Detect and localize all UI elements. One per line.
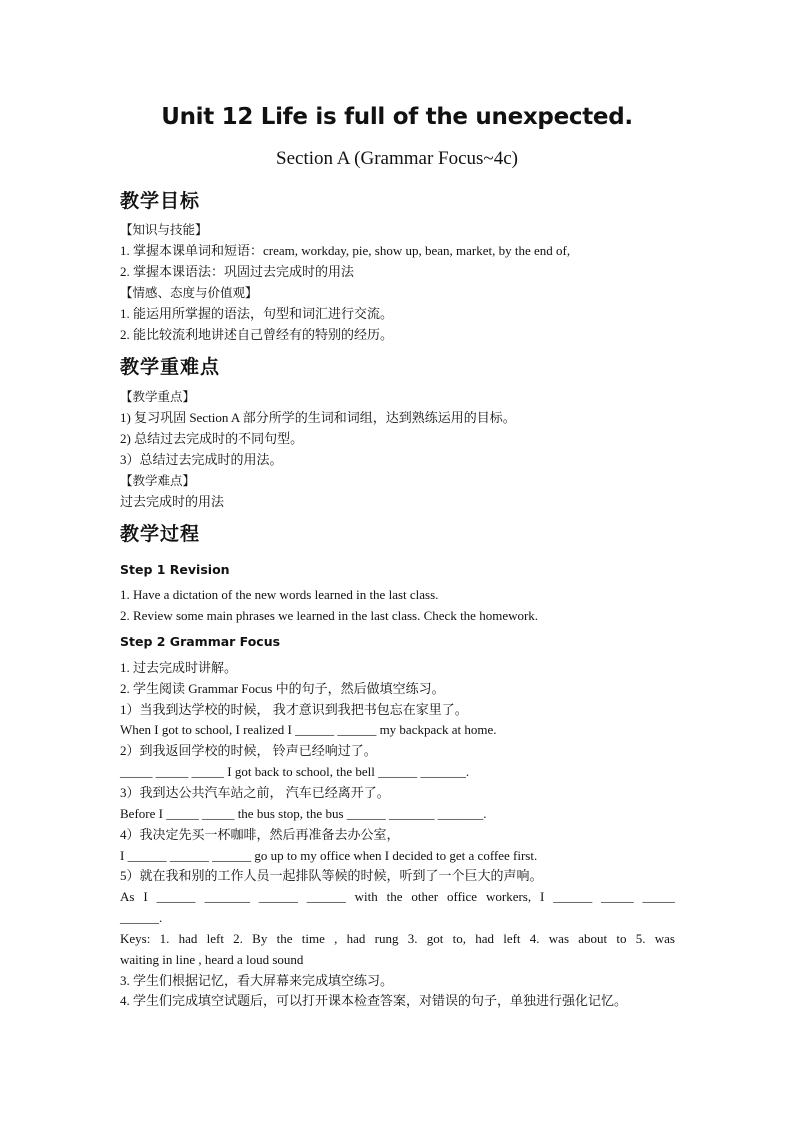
subheading-key-focus: 【教学重点】 xyxy=(120,389,196,404)
subheading-attitude-values: 【情感、态度与价值观】 xyxy=(120,285,258,300)
goal-item: 1. 能运用所掌握的语法，句型和词汇进行交流。 xyxy=(120,306,394,321)
exercise-chinese-3: 3）我到达公共汽车站之前， 汽车已经离开了。 xyxy=(120,785,390,800)
section-heading-keypoints: 教学重难点 xyxy=(120,356,221,378)
section-heading-process: 教学过程 xyxy=(120,523,201,545)
step2-title: Step 2 Grammar Focus xyxy=(120,634,281,649)
answer-keys-cont: waiting in line , heard a loud sound xyxy=(120,952,304,967)
document-title: Unit 12 Life is full of the unexpected. xyxy=(161,104,633,130)
step1-item: 1. Have a dictation of the new words learned in the last class. xyxy=(120,587,439,602)
keypoint-item: 1) 复习巩固 Section A 部分所学的生词和词组，达到熟练运用的目标。 xyxy=(120,410,516,425)
exercise-english-2: _____ _____ _____ I got back to school, the bell ______ _______. xyxy=(120,764,470,779)
goal-item: 2. 掌握本课语法：巩固过去完成时的用法 xyxy=(120,264,355,279)
keypoint-item: 3）总结过去完成时的用法。 xyxy=(120,452,283,467)
subheading-difficulty: 【教学难点】 xyxy=(120,473,196,488)
keypoint-item: 2) 总结过去完成时的不同句型。 xyxy=(120,431,304,446)
difficulty-item: 过去完成时的用法 xyxy=(120,494,225,509)
exercise-chinese-5: 5）就在我和别的工作人员一起排队等候的时候，听到了一个巨大的声响。 xyxy=(120,868,543,883)
exercise-english-5-cont: ______. xyxy=(120,910,163,925)
step2-line: 2. 学生阅读 Grammar Focus 中的句子，然后做填空练习。 xyxy=(120,681,445,696)
exercise-english-5: As I ______ _______ ______ ______ with the other office workers, I ______ _____ _____ xyxy=(120,889,675,904)
step2-line: 1. 过去完成时讲解。 xyxy=(120,660,238,675)
goal-item: 2. 能比较流利地讲述自己曾经有的特别的经历。 xyxy=(120,327,394,342)
step2-line: 4. 学生们完成填空试题后，可以打开课本检查答案，对错误的句子，单独进行强化记忆。 xyxy=(120,993,628,1008)
exercise-english-1: When I got to school, I realized I ______ ______ my backpack at home. xyxy=(120,722,497,737)
step2-line: 3. 学生们根据记忆，看大屏幕来完成填空练习。 xyxy=(120,973,394,988)
step1-item: 2. Review some main phrases we learned in the last class. Check the homework. xyxy=(120,608,539,623)
section-heading-goals: 教学目标 xyxy=(120,190,201,212)
exercise-english-3: Before I _____ _____ the bus stop, the bus ______ _______ _______. xyxy=(120,806,487,821)
document-subtitle: Section A (Grammar Focus~4c) xyxy=(276,148,518,169)
goal-item: 1. 掌握本课单词和短语：cream, workday, pie, show up, bean, market, by the end of, xyxy=(120,243,571,258)
exercise-chinese-4: 4）我决定先买一杯咖啡，然后再准备去办公室， xyxy=(120,827,400,842)
subheading-knowledge-skills: 【知识与技能】 xyxy=(120,222,208,237)
answer-keys: Keys: 1. had left 2. By the time , had rung 3. got to, had left 4. was about to 5. was xyxy=(120,931,675,946)
exercise-english-4: I ______ ______ ______ go up to my office when I decided to get a coffee first. xyxy=(120,848,538,863)
exercise-chinese-1: 1）当我到达学校的时候， 我才意识到我把书包忘在家里了。 xyxy=(120,702,468,717)
exercise-chinese-2: 2）到我返回学校的时候， 铃声已经响过了。 xyxy=(120,743,377,758)
step1-title: Step 1 Revision xyxy=(120,562,230,577)
